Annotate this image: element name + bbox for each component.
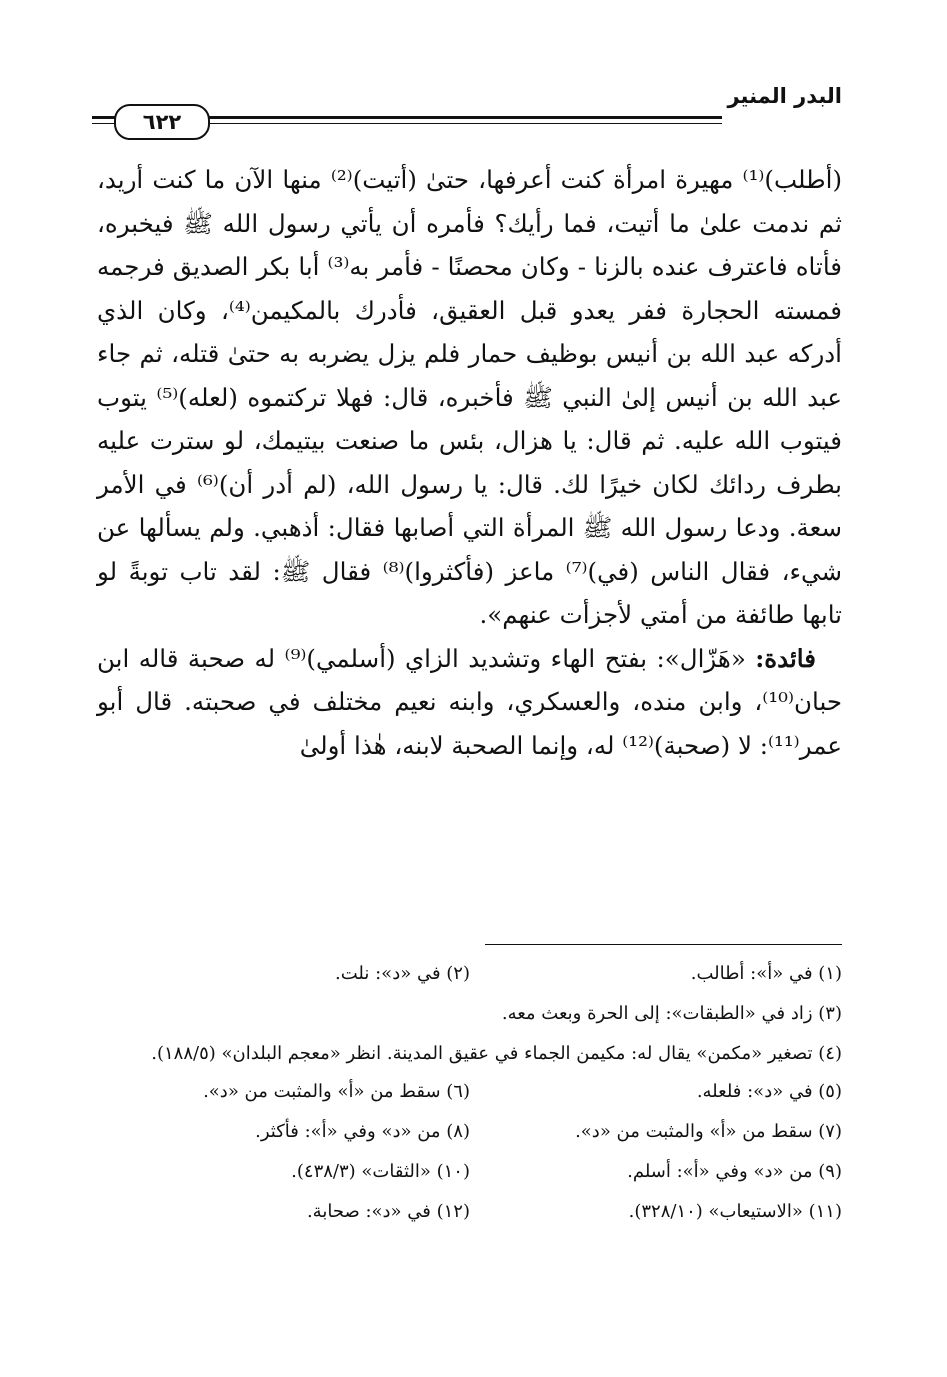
faida-label: فائدة: [755, 643, 816, 673]
footnotes [97, 954, 842, 1232]
paragraph-1: (أطلب)⁽¹⁾ مهيرة امرأة كنت أعرفها، حتىٰ (أتيت)⁽²⁾ منها الآن ما كنت أريد، ثم ندمت علىٰ ما أتيت، فما رأيك؟ فأمره أن يأتي رسول الله ﷺ فيخبره، فأتاه فاعترف عنده بالزنا - وكان محصنًا - فأمر به⁽³⁾ أبا بكر الصديق فرجمه فمسته الحجارة ففر يعدو قبل العقيق، فأدرك بالمكيمن⁽⁴⁾، وكان الذي أدركه عبد الله بن أنيس بوظيف حمار فلم يزل يضربه به حتىٰ قتله، ثم جاء عبد الله بن أنيس إلىٰ النبي ﷺ فأخبره، قال: فهلا تركتموه (لعله)⁽⁵⁾ يتوب فيتوب الله عليه. ثم قال: يا هزال، بئس ما صنعت بيتيمك، لو سترت عليه بطرف ردائك لكان خيرًا لك. قال: يا رسول الله، (لم أدر أن)⁽⁶⁾ في الأمر سعة. ودعا رسول الله ﷺ المرأة التي أصابها فقال: أذهبي. ولم يسألها عن شيء، فقال الناس (في)⁽⁷⁾ ماعز (فأكثروا)⁽⁸⁾ فقال ﷺ: لقد تاب توبةً لو تابها طائفة من أمتي لأجزأت عنهم». [97, 165, 843, 629]
footnote-6: (٦) سقط من «أ» والمثبت من «د». [203, 1081, 470, 1102]
footnote-8: (٨) من «د» وفي «أ»: فأكثر. [255, 1121, 470, 1142]
footnote-row [97, 1192, 842, 1232]
page-number [114, 104, 210, 140]
footnote-5: (٥) في «د»: فلعله. [696, 1081, 842, 1102]
paragraph-2-text: «هَزّال»: بفتح الهاء وتشديد الزاي (أسلمي)⁽⁹⁾ له صحبة قاله ابن حبان⁽¹⁰⁾، وابن منده، والعسكري، وابنه نعيم مختلف في صحبته. قال أبو عمر⁽¹¹⁾: لا (صحبة)⁽¹²⁾ له، وإنما الصحبة لابنه، هٰذا أولىٰ [97, 643, 842, 760]
footnote-row [97, 1152, 842, 1192]
footnote-separator [485, 944, 842, 945]
header-rule-left [92, 116, 114, 119]
book-title: البدر المنير [727, 84, 842, 108]
footnote-4: (٤) تصغير «مكمن» يقال له: مكيمن الجماء في عقيق المدينة. انظر «معجم البلدان» (١٨٨/٥). [151, 1043, 842, 1064]
paragraph-2 [97, 637, 842, 768]
footnote-7: (٧) سقط من «أ» والمثبت من «د». [575, 1121, 842, 1142]
footnote-9: (٩) من «د» وفي «أ»: أسلم. [627, 1161, 842, 1182]
footnote-11: (١١) «الاستيعاب» (٣٢٨/١٠). [628, 1201, 842, 1222]
footnote-3: (٣) زاد في «الطبقات»: إلى الحرة وبعث معه. [501, 1003, 842, 1024]
page-number-text: ٦٢٢ [142, 110, 182, 134]
footnote-1: (١) في «أ»: أطالب. [690, 963, 842, 984]
running-header [92, 84, 842, 150]
footnote-row [97, 954, 842, 994]
footnote-12: (١٢) في «د»: صحابة. [306, 1201, 470, 1222]
footnote-10: (١٠) «الثقات» (٤٣٨/٣). [291, 1161, 470, 1182]
main-text [97, 158, 842, 767]
footnote-row [97, 1072, 842, 1112]
footnote-row [97, 1112, 842, 1152]
footnote-2: (٢) في «د»: نلت. [335, 963, 470, 984]
